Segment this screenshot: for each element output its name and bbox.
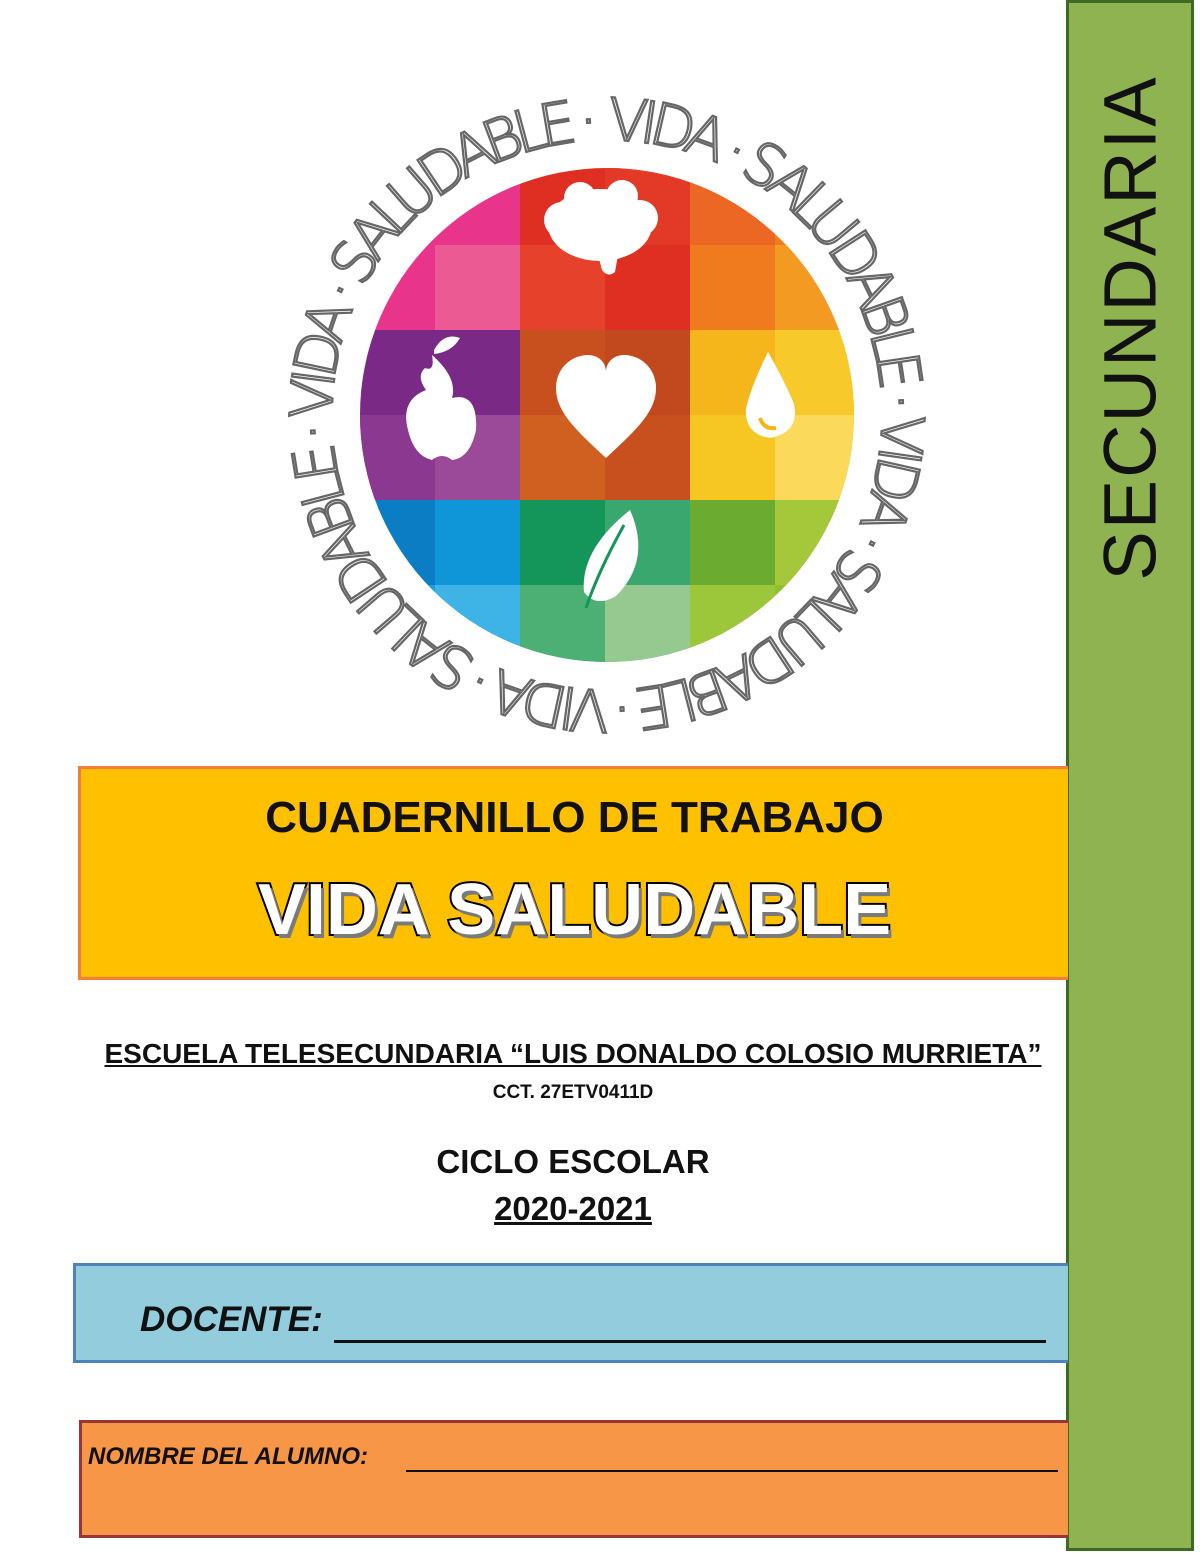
school-name: ESCUELA TELESECUNDARIA “LUIS DONALDO COLOSIO MURRIETA” [104, 1038, 1042, 1069]
side-band-label: SECUNDARIA [1088, 75, 1172, 581]
logo-ring-text: VIDA · SALUDABLE · VIDA · SALUDABLE · VIDA · SALUDABLE · VIDA · SALUDABLE · [277, 85, 937, 745]
school-cct: CCT. 27ETV0411D [492, 1082, 654, 1103]
docente-box [73, 1263, 1068, 1363]
docente-label: DOCENTE: [140, 1300, 323, 1339]
title-box [78, 766, 1068, 980]
workbook-subtitle: CUADERNILLO DE TRABAJO [265, 793, 884, 842]
workbook-title: VIDA SALUDABLE [257, 870, 892, 950]
vida-saludable-logo [220, 20, 1000, 760]
alumno-field[interactable] [406, 1470, 1058, 1472]
docente-field[interactable] [334, 1340, 1046, 1343]
alumno-label: NOMBRE DEL ALUMNO: [88, 1443, 368, 1470]
side-band [1066, 0, 1194, 1551]
alumno-box [79, 1420, 1068, 1538]
cycle-year: 2020-2021 [494, 1190, 652, 1227]
cycle-label: CICLO ESCOLAR [436, 1143, 710, 1180]
